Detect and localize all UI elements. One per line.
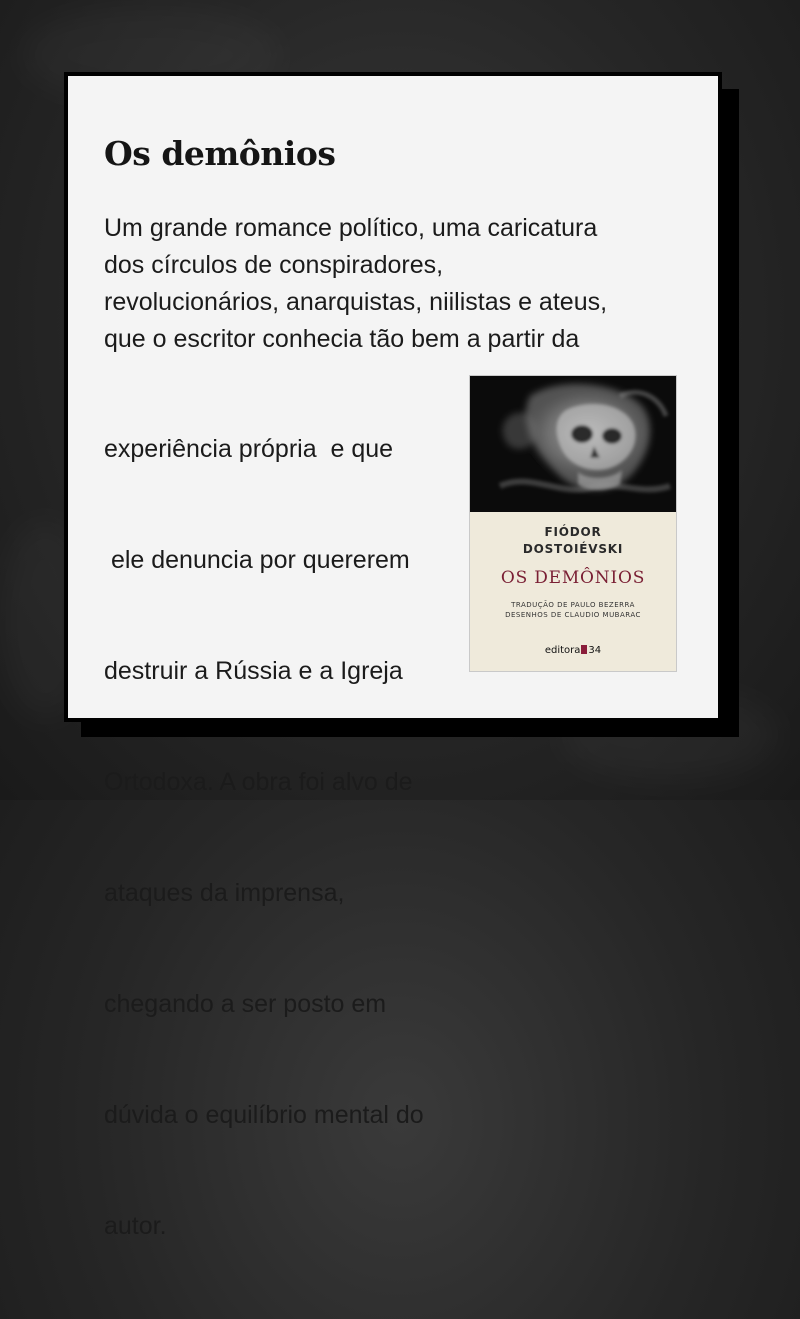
book-author-last-name: DOSTOIÉVSKI xyxy=(522,542,624,556)
text-line: Um grande romance político, uma caricatura xyxy=(104,214,598,242)
text-line: autor. xyxy=(104,1212,167,1240)
publisher-name: editora xyxy=(544,645,581,656)
publisher-logo xyxy=(470,645,676,656)
book-cover-art xyxy=(470,376,676,512)
book-title: OS DEMÔNIOS xyxy=(500,568,646,588)
text-line: dúvida o equilíbrio mental do xyxy=(104,1101,424,1129)
description-text-bottom xyxy=(104,357,424,1319)
text-line: chegando a ser posto em xyxy=(104,990,387,1018)
text-line: Ortodoxa. A obra foi alvo de xyxy=(104,768,413,796)
publisher-mark-icon xyxy=(581,645,587,654)
book-translation-credit: TRADUÇÃO DE PAULO BEZERRA xyxy=(511,601,635,609)
text-line: dos círculos de conspiradores, xyxy=(104,251,444,279)
book-cover xyxy=(469,375,677,672)
book-author-first-name: FIÓDOR xyxy=(544,525,602,539)
content-card xyxy=(64,72,722,1240)
card-title: Os demônios xyxy=(104,134,336,173)
text-line: que o escritor conhecia tão bem a partir da xyxy=(104,325,580,353)
smoky-skull-illustration-icon xyxy=(470,376,676,512)
text-line: ataques da imprensa, xyxy=(104,879,345,907)
description-text-top xyxy=(104,210,607,358)
text-line: ele denuncia por quererem xyxy=(104,546,410,574)
publisher-number: 34 xyxy=(588,645,602,656)
text-line: revolucionários, anarquistas, niilistas e ateus, xyxy=(104,288,608,316)
text-line: destruir a Rússia e a Igreja xyxy=(104,657,403,685)
book-illustration-credit: DESENHOS DE CLAUDIO MUBARAC xyxy=(505,611,641,619)
text-line: experiência própria e que xyxy=(104,435,394,463)
